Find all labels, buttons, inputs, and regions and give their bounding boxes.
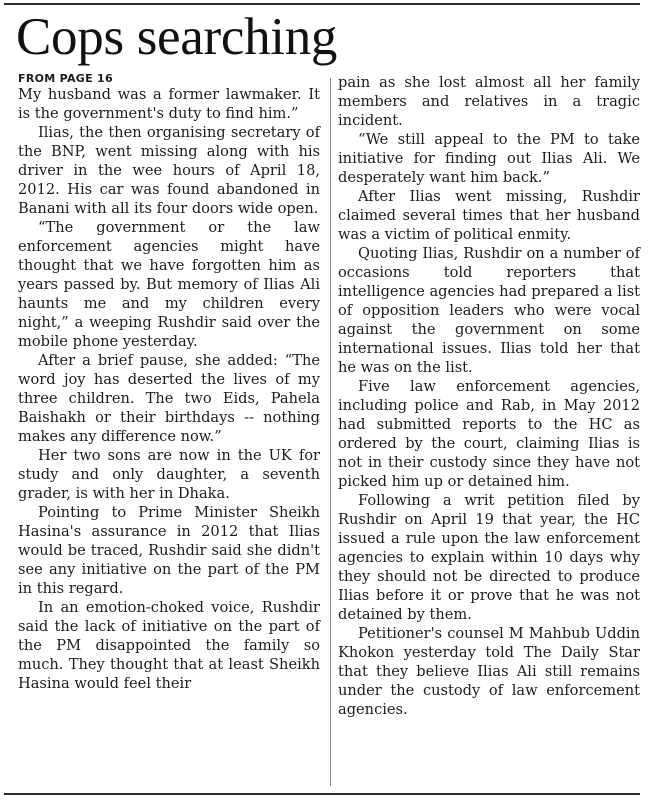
paragraph: pain as she lost almost all her family members and relatives in a tragic incident. [338, 74, 640, 129]
paragraph: “The government or the law enforcement agencies might have thought that we have forgotten him as years passed by. But memory of Ilias Ali haunts me and my children every night,” a weeping Rushdir said over the mobile phone yesterday. [18, 219, 320, 350]
paragraph: Her two sons are now in the UK for study and only daughter, a seventh grader, is with her in Dhaka. [18, 447, 320, 502]
paragraph: My husband was a former lawmaker. It is the government's duty to find him.” [18, 86, 320, 122]
paragraph: Five law enforcement agencies, including police and Rab, in May 2012 had submitted reports to the HC as ordered by the court, claiming Ilias is not in their custody since they have not picked him up or detained him. [338, 378, 640, 490]
paragraph: “We still appeal to the PM to take initiative for finding out Ilias Ali. We desperately want him back.” [338, 131, 640, 186]
news-clipping [4, 0, 652, 807]
column-divider [330, 78, 331, 786]
headline: Cops searching [16, 8, 338, 66]
paragraph: Pointing to Prime Minister Sheikh Hasina's assurance in 2012 that Ilias would be traced, Rushdir said she didn't see any initiative on the part of the PM in this regard. [18, 504, 320, 597]
paragraph: After Ilias went missing, Rushdir claimed several times that her husband was a victim of political enmity. [338, 188, 640, 243]
bottom-rule [4, 793, 640, 795]
paragraph: In an emotion-choked voice, Rushdir said the lack of initiative on the part of the PM disappointed the family so much. They thought that at least Sheikh Hasina would feel their [18, 599, 320, 692]
paragraph: Ilias, the then organising secretary of the BNP, went missing along with his driver in the wee hours of April 18, 2012. His car was found abandoned in Banani with all its four doors wide open. [18, 124, 320, 217]
paragraph: After a brief pause, she added: “The word joy has deserted the lives of my three children. The two Eids, Pahela Baishakh or their birthdays -- nothing makes any difference now.” [18, 352, 320, 445]
right-column [338, 73, 640, 719]
paragraph: Petitioner's counsel M Mahbub Uddin Khokon yesterday told The Daily Star that they believe Ilias Ali still remains under the custody of law enforcement agencies. [338, 625, 640, 718]
paragraph: Following a writ petition filed by Rushdir on April 19 that year, the HC issued a rule upon the law enforcement agencies to explain within 10 days why they should not be directed to produce Ilias before it or prove that he was not detained by them. [338, 492, 640, 623]
jump-line: FROM PAGE 16 [18, 72, 113, 85]
paragraph: Quoting Ilias, Rushdir on a number of occasions told reporters that intelligence agencies had prepared a list of opposition leaders who were vocal against the government on some international issues. Ilias told her that he was on the list. [338, 245, 640, 376]
left-column [18, 73, 320, 693]
